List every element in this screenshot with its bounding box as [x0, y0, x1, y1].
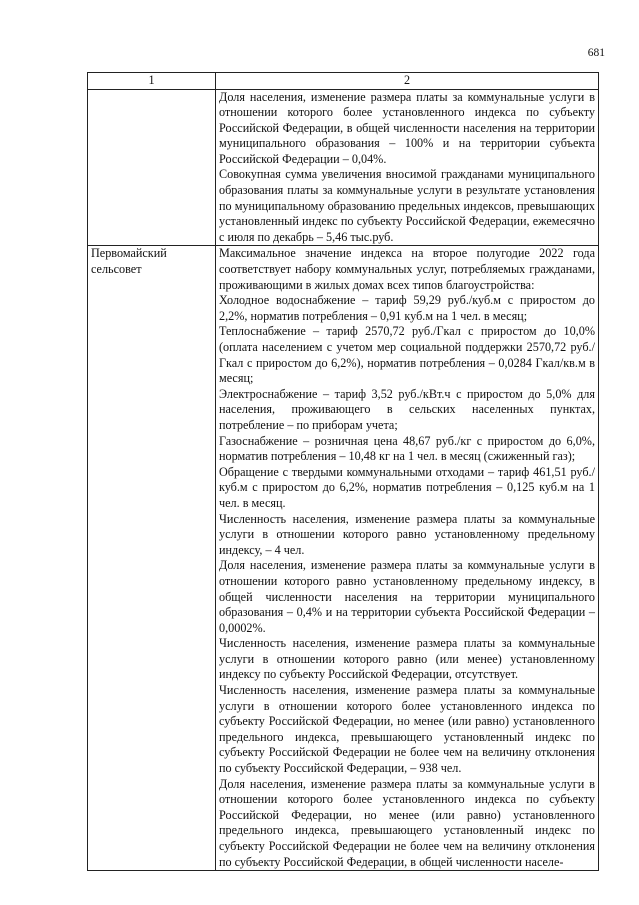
paragraph: Холодное водоснабжение – тариф 59,29 руб./куб.м с приростом до 2,2%, норматив потребления – 0,91 куб.м на 1 чел. в месяц;: [219, 293, 595, 323]
table-row: [88, 89, 599, 246]
paragraph: Обращение с твердыми коммунальными отходами – тариф 461,51 руб./куб.м с приростом до 6,2%, норматив потребления – 0,125 куб.м на 1 чел. в месяц.: [219, 464, 595, 510]
paragraph: Численность населения, изменение размера платы за коммунальные услуги в отношении которого более установленного индекса по субъекту Российской Федерации, но менее (или равно) установленного предельного индекса, превышающего установленный индекс по субъекту Российской Федерации не более чем на величину отклонения по субъекту Российской Федерации, – 938 чел.: [219, 683, 595, 776]
document-table: [87, 72, 599, 871]
paragraph: Электроснабжение – тариф 3,52 руб./кВт.ч с приростом до 5,0% для населения, проживающего в сельских населенных пунктах, потребление – по приборам учета;: [219, 386, 595, 432]
paragraph: Доля населения, изменение размера платы за коммунальные услуги в отношении которого равно установленному предельному индексу, в общей численности населения на территории муниципального образования – 0,4% и на территории субъекта Российской Федерации – 0,0002%.: [219, 558, 595, 635]
municipality-cell: [88, 89, 216, 246]
paragraph: Теплоснабжение – тариф 2570,72 руб./Гкал с приростом до 10,0% (оплата населением с учетом мер социальной поддержки 2570,72 руб./Гкал с приростом до 6,2%), норматив потребления – 0,0284 Гкал/кв.м в месяц;: [219, 324, 595, 386]
paragraph: Доля населения, изменение размера платы за коммунальные услуги в отношении которого более установленного индекса по субъекту Российской Федерации, в общей численности населения на территории муниципального образования – 100% и на территории субъекта Российской Федерации – 0,04%.: [219, 89, 595, 166]
paragraph: Доля населения, изменение размера платы за коммунальные услуги в отношении которого более установленного индекса по субъекту Российской Федерации, но менее (или равно) установленного предельного индекса, превышающего установленный индекс по субъекту Российской Федерации не более чем на величину отклонения по субъекту Российской Федерации, в общей численности населе-: [219, 776, 595, 869]
municipality-name: Первомайский сельсовет: [91, 246, 167, 276]
paragraph: Газоснабжение – розничная цена 48,67 руб./кг с приростом до 6,0%, норматив потребления – 10,48 кг на 1 чел. в месяц (сжиженный газ);: [219, 433, 595, 464]
page-number: 681: [587, 47, 605, 59]
table-header-row: [88, 73, 599, 90]
table-row: [88, 246, 599, 871]
description-cell: [216, 89, 599, 246]
column-header-2: 2: [216, 73, 599, 90]
column-header-1: 1: [88, 73, 216, 90]
paragraph: Совокупная сумма увеличения вносимой гражданами муниципального образования платы за коммунальные услуги в результате установления по муниципальному образованию предельных индексов, превышающих установленный индекс по субъекту Российской Федерации, ежемесячно с июля по декабрь – 5,46 тыс.руб.: [219, 167, 595, 244]
paragraph: Численность населения, изменение размера платы за коммунальные услуги в отношении которого равно установленному предельному индексу, – 4 чел.: [219, 511, 595, 557]
paragraph: Численность населения, изменение размера платы за коммунальные услуги в отношении которого равно (или менее) установленному индексу по субъекту Российской Федерации, отсутствует.: [219, 636, 595, 682]
description-cell: [216, 246, 599, 871]
paragraph: Максимальное значение индекса на второе полугодие 2022 года соответствует набору коммунальных услуг, потребляемых гражданами, проживающими в жилых домах всех типов благоустройства:: [219, 246, 595, 292]
municipality-cell: [88, 246, 216, 871]
